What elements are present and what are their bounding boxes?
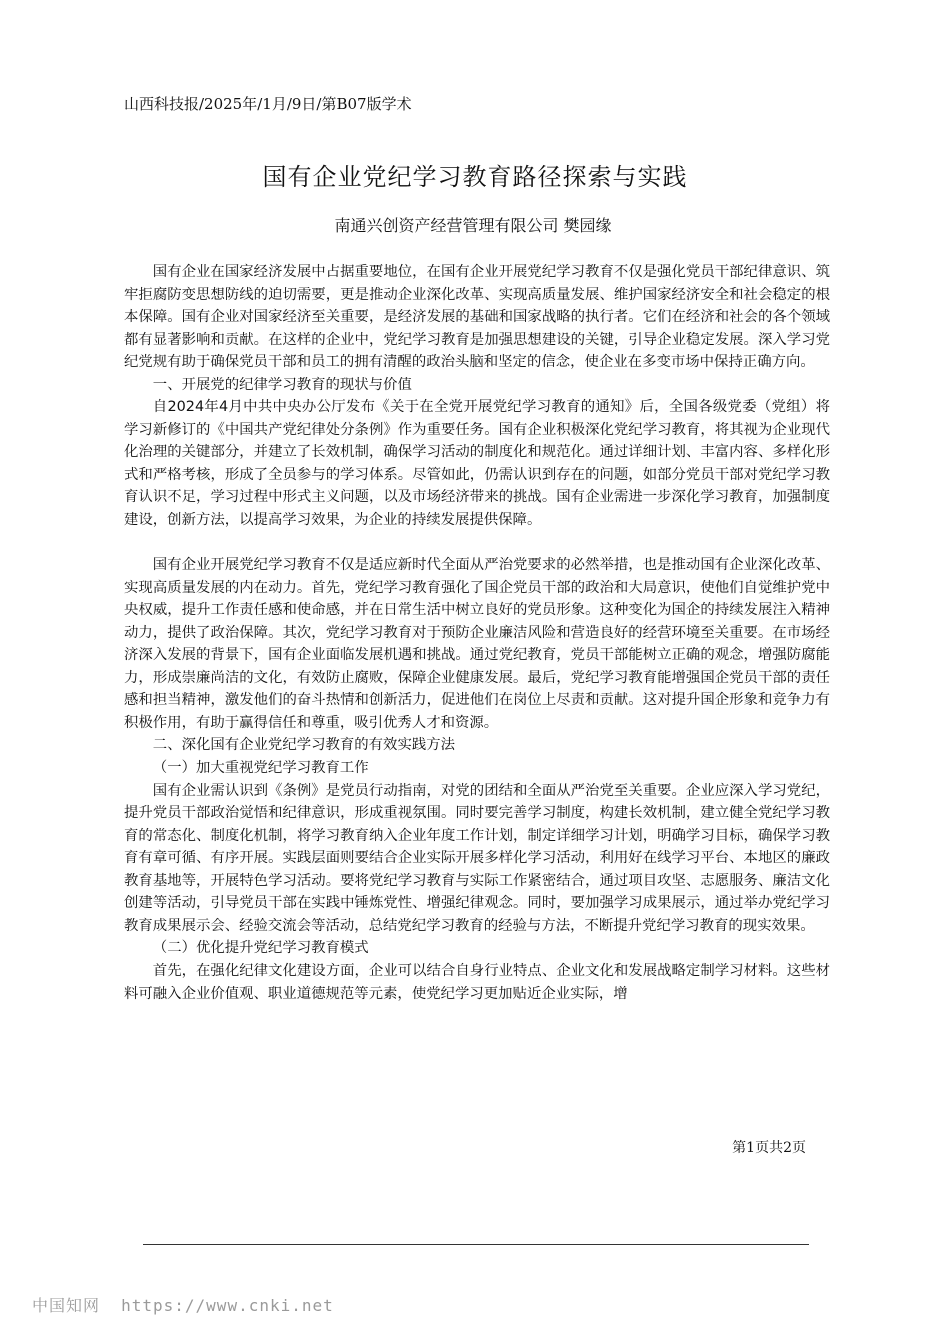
section-heading: 二、深化国有企业党纪学习教育的有效实践方法 xyxy=(152,737,456,754)
subsection-heading: （二）优化提升党纪学习教育模式 xyxy=(152,940,369,957)
article-title: 国有企业党纪学习教育路径探索与实践 xyxy=(262,163,688,191)
watermark-brand: 中国知网 xyxy=(32,1296,101,1315)
body-paragraph: 自2024年4月中共中央办公厅发布《关于在全党开展党纪学习教育的通知》后，全国各级党委（党组）将学习新修订的《中国共产党纪律处分条例》作为重要任务。国有企业积极深化党纪学习教育，将其视为企业现代化治理的关键部分，并建立了长效机制，确保学习活动的制度化和规范化。通过详细计划、丰富内容、多样化形式和严格考核，形成了全员参与的学习体系。尽管如此，仍需认识到存在的问题，如部分党员干部对党纪学习教育认识不足，学习过程中形式主义问题，以及市场经济带来的挑战。国有企业需进一步深化学习教育，加强制度建设，创新方法，以提高学习效果，为企业的持续发展提供保障。 xyxy=(124,399,830,529)
body-paragraph: 国有企业需认识到《条例》是党员行动指南，对党的团结和全面从严治党至关重要。企业应深入学习党纪，提升党员干部政治觉悟和纪律意识，形成重视氛围。同时要完善学习制度，构建长效机制，建立健全党纪学习教育的常态化、制度化机制，将学习教育纳入企业年度工作计划，制定详细学习计划，明确学习目标，确保学习教育有章可循、有序开展。实践层面则要结合企业实际开展多样化学习活动，利用好在线学习平台、本地区的廉政教育基地等，开展特色学习活动。要将党纪学习教育与实际工作紧密结合，通过项目攻坚、志愿服务、廉洁文化创建等活动，引导党员干部在实践中锤炼党性、增强纪律观念。同时，要加强学习成果展示，通过举办党纪学习教育成果展示会、经验交流会等活动，总结党纪学习教育的经验与方法，不断提升党纪学习教育的现实效果。 xyxy=(124,782,830,934)
body-paragraph: 首先，在强化纪律文化建设方面，企业可以结合自身行业特点、企业文化和发展战略定制学习材料。这些材料可融入企业价值观、职业道德规范等元素，使党纪学习更加贴近企业实际，增 xyxy=(124,962,830,1002)
intro-paragraph: 国有企业在国家经济发展中占据重要地位，在国有企业开展党纪学习教育不仅是强化党员干部纪律意识、筑牢拒腐防变思想防线的迫切需要，更是推动企业深化改革、实现高质量发展、维护国家经济安全和社会稳定的根本保障。国有企业对国家经济至关重要，是经济发展的基础和国家战略的执行者。它们在经济和社会的各个领域都有显著影响和贡献。在这样的企业中，党纪学习教育是加强思想建设的关键，引导企业稳定发展。深入学习党纪党规有助于确保党员干部和员工的拥有清醒的政治头脑和坚定的信念，使企业在多变市场中保持正确方向。 xyxy=(124,264,830,371)
section-heading: 一、开展党的纪律学习教育的现状与价值 xyxy=(152,376,412,393)
watermark-url[interactable]: https://www.cnki.net xyxy=(121,1296,334,1315)
page-number: 第1页共2页 xyxy=(732,1140,806,1156)
footer-divider xyxy=(143,1244,809,1245)
paragraph-spacer xyxy=(124,532,830,555)
article-author: 南通兴创资产经营管理有限公司 樊园缘 xyxy=(334,216,612,235)
cnki-watermark xyxy=(32,1294,334,1318)
article-body xyxy=(124,261,830,1005)
publication-source: 山西科技报/2025年/1月/9日/第B07版学术 xyxy=(124,95,412,113)
subsection-heading: （一）加大重视党纪学习教育工作 xyxy=(152,760,369,777)
body-paragraph: 国有企业开展党纪学习教育不仅是适应新时代全面从严治党要求的必然举措，也是推动国有企业深化改革、实现高质量发展的内在动力。首先，党纪学习教育强化了国企党员干部的政治和大局意识，使他们自觉维护党中央权威，提升工作责任感和使命感，并在日常生活中树立良好的党员形象。这种变化为国企的持续发展注入精神动力，提供了政治保障。其次，党纪学习教育对于预防企业廉洁风险和营造良好的经营环境至关重要。在市场经济深入发展的背景下，国有企业面临发展机遇和挑战。通过党纪教育，党员干部能树立正确的观念，增强防腐能力，形成崇廉尚洁的文化，有效防止腐败，保障企业健康发展。最后，党纪学习教育能增强国企党员干部的责任感和担当精神，激发他们的奋斗热情和创新活力，促进他们在岗位上尽责和贡献。这对提升国企形象和竞争力有积极作用，有助于赢得信任和尊重，吸引优秀人才和资源。 xyxy=(124,557,830,731)
